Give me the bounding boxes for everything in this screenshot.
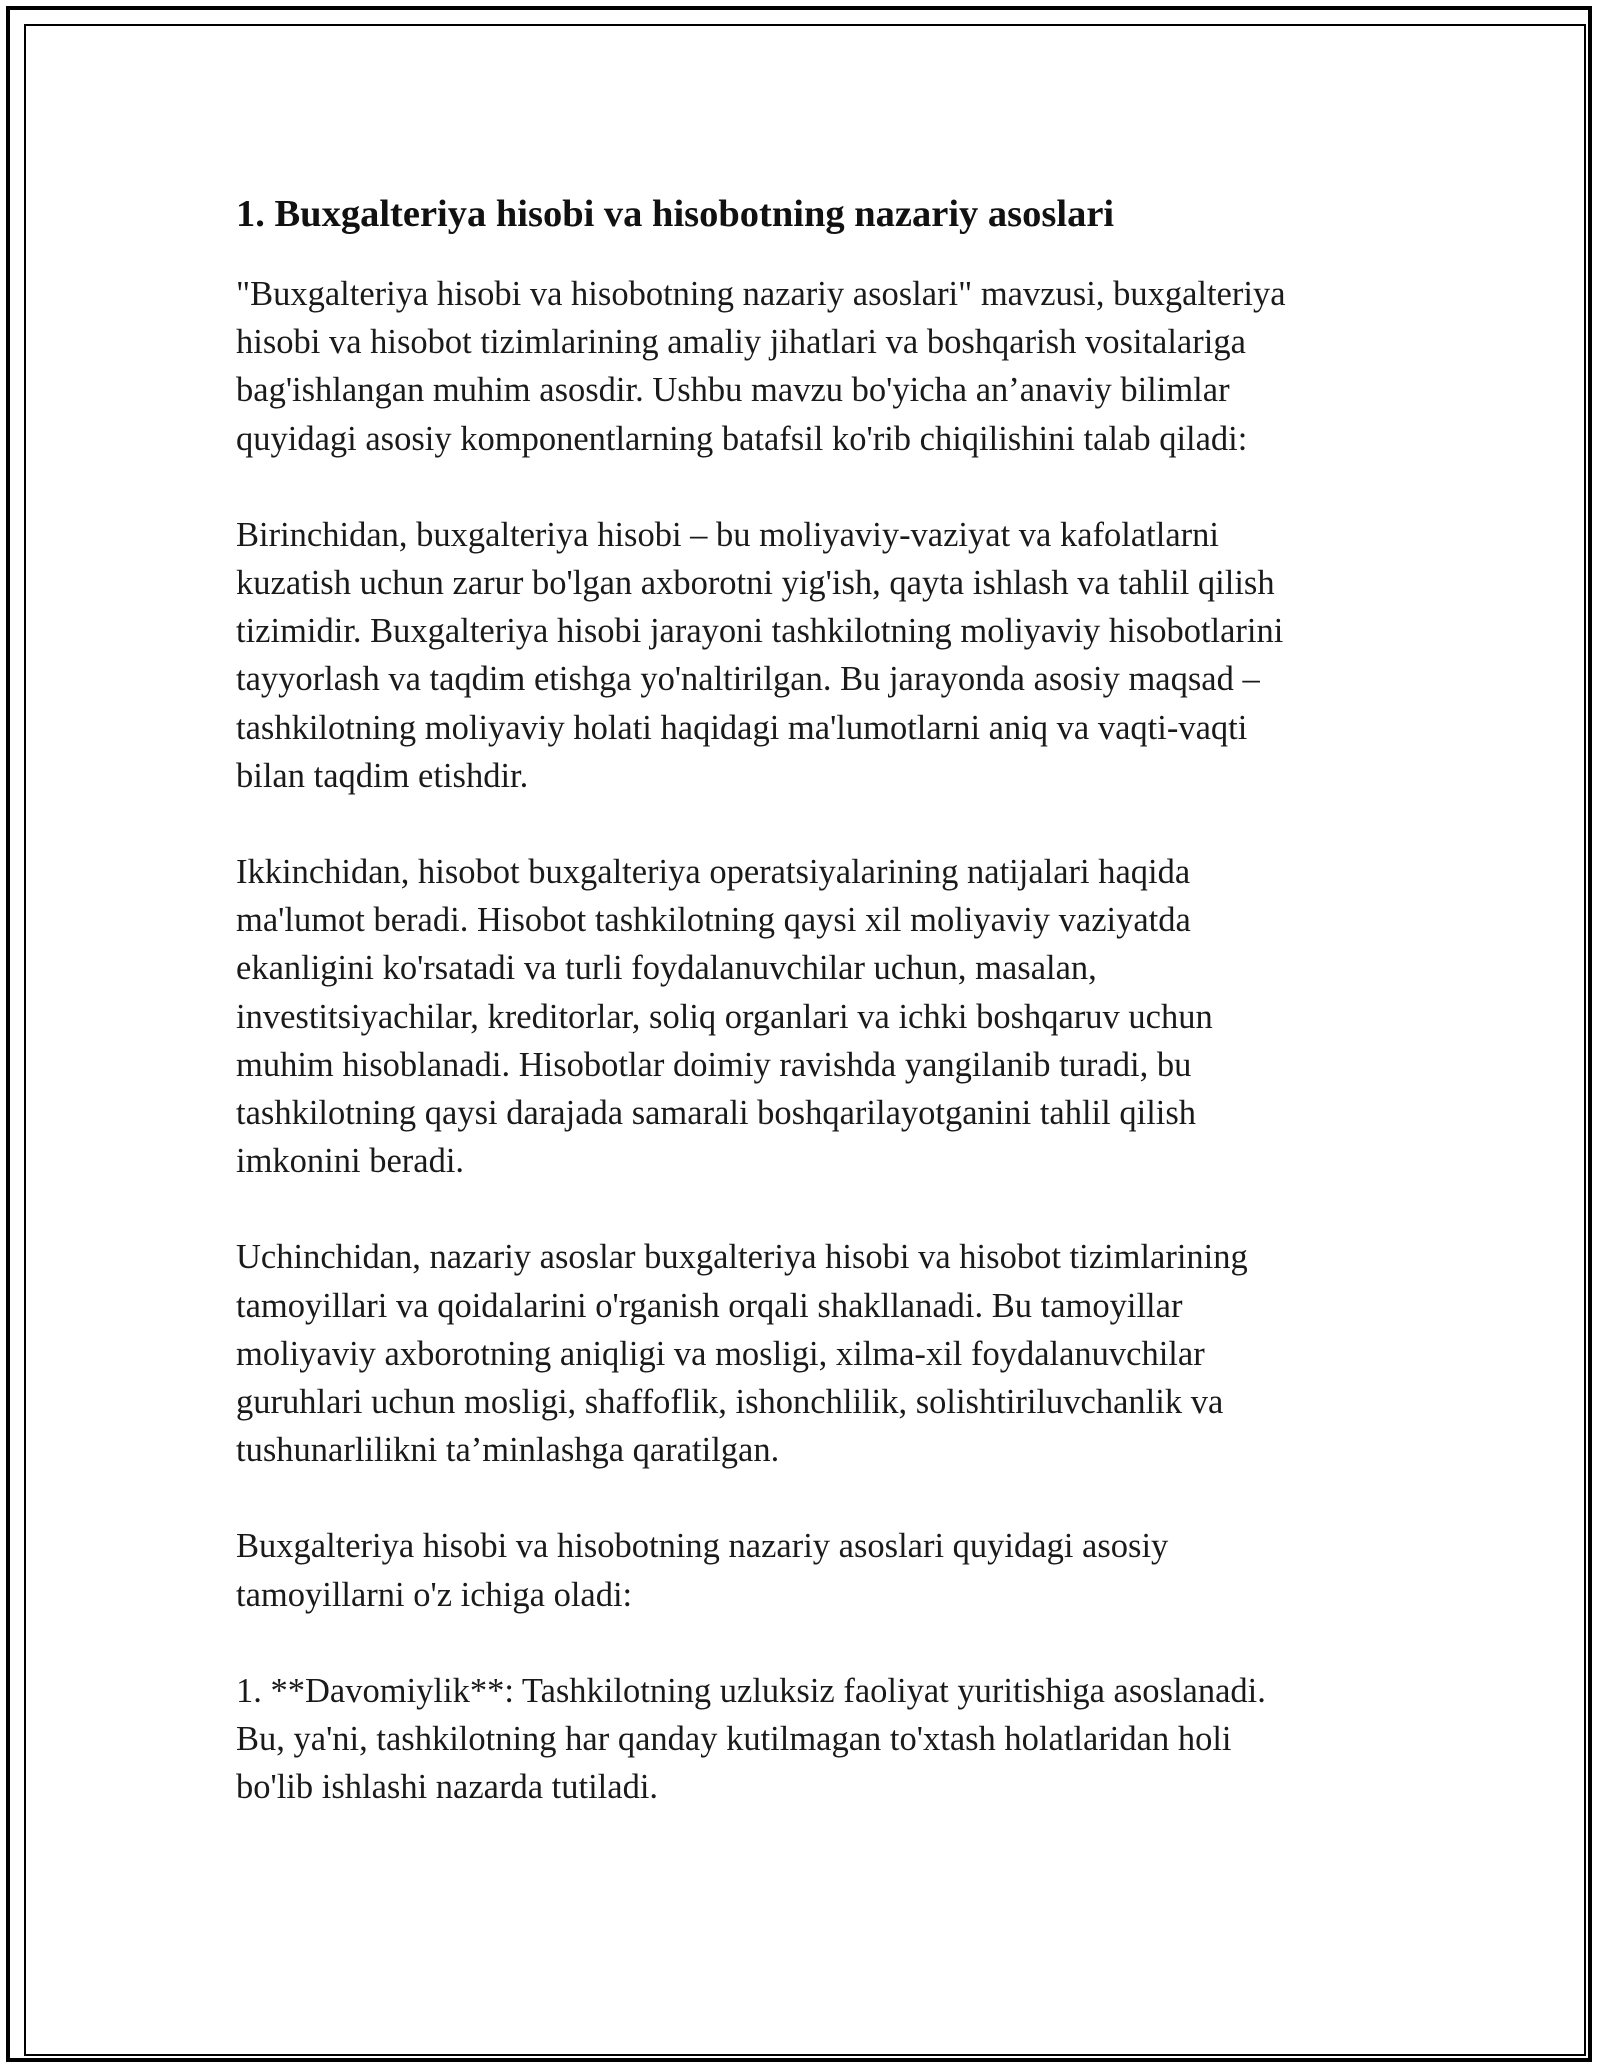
- paragraph-intro: "Buxgalteriya hisobi va hisobotning nazariy asoslari" mavzusi, buxgalteriya hisobi va hisobot tizimlarining amaliy jihatlari va boshqarish vositalariga bag'ishlangan muhim asosdir. Ushbu mavzu bo'yicha an’anaviy bilimlar quyidagi asosiy komponentlarning batafsil ko'rib chiqilishini talab qiladi:: [236, 275, 1286, 458]
- paragraph-principles-intro: Buxgalteriya hisobi va hisobotning nazariy asoslari quyidagi asosiy tamoyillarni o'z ichiga oladi:: [236, 1527, 1169, 1614]
- document-title: 1. Buxgalteriya hisobi va hisobotning nazariy asoslari: [236, 193, 1115, 235]
- document-body: [236, 186, 1360, 1859]
- paragraph-principle-1: 1. **Davomiylik**: Tashkilotning uzluksiz faoliyat yuritishiga asoslanadi. Bu, ya'ni, tashkilotning har qanday kutilmagan to'xtash holatlaridan holi bo'lib ishlashi nazarda tutiladi.: [236, 1671, 1266, 1807]
- paragraph-first: Birinchidan, buxgalteriya hisobi – bu moliyaviy-vaziyat va kafolatlarni kuzatish uchun zarur bo'lgan axborotni yig'ish, qayta ishlash va tahlil qilish tizimidir. Buxgalteriya hisobi jarayoni tashkilotning moliyaviy hisobotlarini tayyorlash va taqdim etishga yo'naltirilgan. Bu jarayonda asosiy maqsad – tashkilotning moliyaviy holati haqidagi ma'lumotlarni aniq va vaqti-vaqti bilan taqdim etishdir.: [236, 515, 1284, 795]
- paragraph-second: Ikkinchidan, hisobot buxgalteriya operatsiyalarining natijalari haqida ma'lumot beradi. Hisobot tashkilotning qaysi xil moliyaviy vaziyatda ekanligini ko'rsatadi va turli foydalanuvchilar uchun, masalan, investitsiyachilar, kreditorlar, soliq organlari va ichki boshqaruv uchun muhim hisoblanadi. Hisobotlar doimiy ravishda yangilanib turadi, bu tashkilotning qaysi darajada samarali boshqarilayotganini tahlil qilish imkonini beradi.: [236, 853, 1213, 1181]
- paragraph-third: Uchinchidan, nazariy asoslar buxgalteriya hisobi va hisobot tizimlarining tamoyillari va qoidalarini o'rganish orqali shakllanadi. Bu tamoyillar moliyaviy axborotning aniqligi va mosligi, xilma-xil foydalanuvchilar guruhlari uchun mosligi, shaffoflik, ishonchlilik, solishtiriluvchanlik va tushunarlilikni ta’minlashga qaratilgan.: [236, 1238, 1248, 1470]
